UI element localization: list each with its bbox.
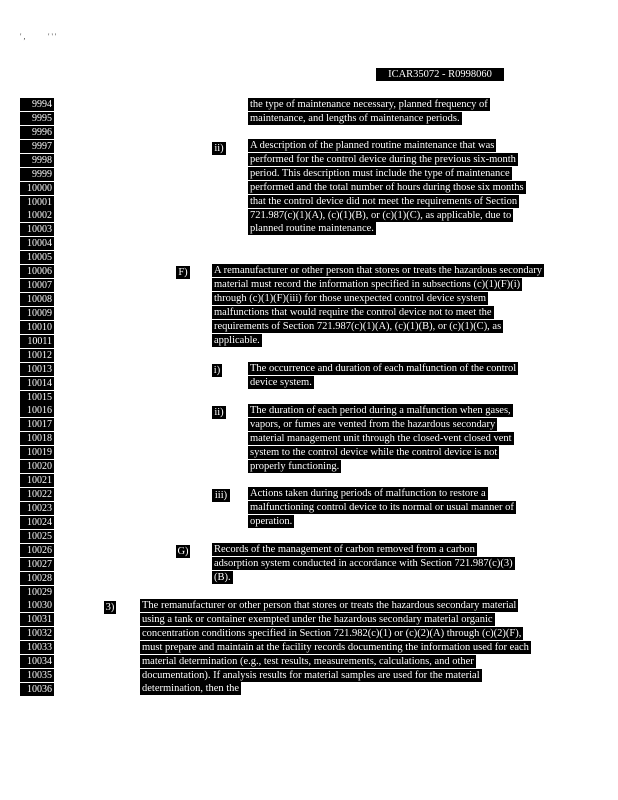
line-number: 10029 [20, 586, 54, 599]
text-block-ii-duration: The duration of each period during a malfunction when gases, vapors, or fumes are vented from the hazardous secondary material management unit through the closed-vent closed vent system to the control device while the control device is not properly functioning. [250, 405, 512, 472]
scan-mark: ' , [20, 32, 26, 41]
line-number: 10002 [20, 209, 54, 222]
line-number: 9994 [20, 98, 54, 111]
line-number: 10013 [20, 363, 54, 376]
line-number: 9996 [20, 126, 54, 139]
item-label-ii: ii) [212, 142, 226, 155]
text-block-continuation: the type of maintenance necessary, planned frequency of maintenance, and lengths of maintenance periods. [250, 99, 488, 124]
text-block-ii-maintenance: A description of the planned routine maintenance that was performed for the control device during the previous six-month period. This description must include the type of maintenance performed and the total number of hours during those six months that the control device did not meet the requirements of Section 721.987(c)(1)(A), (c)(1)(B), or (c)(1)(C), as applicable, due to planned routine maintenance. [250, 140, 524, 235]
line-number: 10027 [20, 558, 54, 571]
line-number: 10012 [20, 349, 54, 362]
line-number: 10005 [20, 251, 54, 264]
line-number: 10028 [20, 572, 54, 585]
text-block-i-occurrence: The occurrence and duration of each malfunction of the control device system. [250, 363, 517, 388]
item-label-iii: iii) [212, 489, 230, 502]
item-label-ii: ii) [212, 406, 226, 419]
item-label-G: G) [177, 546, 189, 557]
line-number: 9995 [20, 112, 54, 125]
document-header-code: ICAR35072 - R0998060 [376, 68, 504, 81]
line-number: 10006 [20, 265, 54, 278]
line-number: 10020 [20, 460, 54, 473]
item-label-F: F) [176, 266, 190, 279]
line-number: 10010 [20, 321, 54, 334]
line-number: 10030 [20, 599, 54, 612]
item-label-3: 3) [105, 602, 115, 613]
line-number: 10018 [20, 432, 54, 445]
line-number: 10017 [20, 418, 54, 431]
line-number: 10026 [20, 544, 54, 557]
line-number: 10011 [20, 335, 54, 348]
line-number: 10033 [20, 641, 54, 654]
line-number: 10008 [20, 293, 54, 306]
line-number: 10036 [20, 683, 54, 696]
line-number: 10024 [20, 516, 54, 529]
line-number: 10009 [20, 307, 54, 320]
line-number: 10022 [20, 488, 54, 501]
item-label-i: i) [213, 365, 221, 376]
line-number: 10014 [20, 377, 54, 390]
line-number: 10035 [20, 669, 54, 682]
line-number: 9998 [20, 154, 54, 167]
line-number: 10019 [20, 446, 54, 459]
line-number: 9997 [20, 140, 54, 153]
line-number: 10001 [20, 196, 54, 209]
line-number: 10021 [20, 474, 54, 487]
line-number: 9999 [20, 168, 54, 181]
line-number: 10000 [20, 182, 54, 195]
text-block-F-malfunction-records: A remanufacturer or other person that stores or treats the hazardous secondary material must record the information specified in subsections (c)(1)(F)(i) through (c)(1)(F)(iii) for those unexpected control device system malfunctions that would require the control device not to meet the requirements of Section 721.987(c)(1)(A), (c)(1)(B), or (c)(1)(C), as applicable. [214, 265, 542, 346]
line-number: 10034 [20, 655, 54, 668]
text-block-G-carbon: Records of the management of carbon removed from a carbon adsorption system conducted in accordance with Section 721.987(c)(3)(B). [214, 544, 513, 583]
scan-mark: ' ' ' [48, 32, 57, 41]
line-number: 10016 [20, 404, 54, 417]
text-block-iii-actions: Actions taken during periods of malfunction to restore a malfunctioning control device to its normal or usual manner of operation. [250, 488, 514, 527]
line-number: 10003 [20, 223, 54, 236]
line-number: 10032 [20, 627, 54, 640]
text-block-3-tank-exemption: The remanufacturer or other person that stores or treats the hazardous secondary material using a tank or container exempted under the hazardous secondary material organic concentration conditions specified in Section 721.982(c)(1) or (c)(2)(A) through (c)(2)(F), must prepare and maintain at the facility records documenting the information used for each material determination (e.g., test results, measurements, calculations, and other documentation). If analysis results for material samples are used for the material determination, then the [142, 600, 529, 695]
line-number: 10004 [20, 237, 54, 250]
line-number: 10015 [20, 391, 54, 404]
line-number: 10025 [20, 530, 54, 543]
line-number: 10023 [20, 502, 54, 515]
line-number: 10007 [20, 279, 54, 292]
line-number: 10031 [20, 613, 54, 626]
